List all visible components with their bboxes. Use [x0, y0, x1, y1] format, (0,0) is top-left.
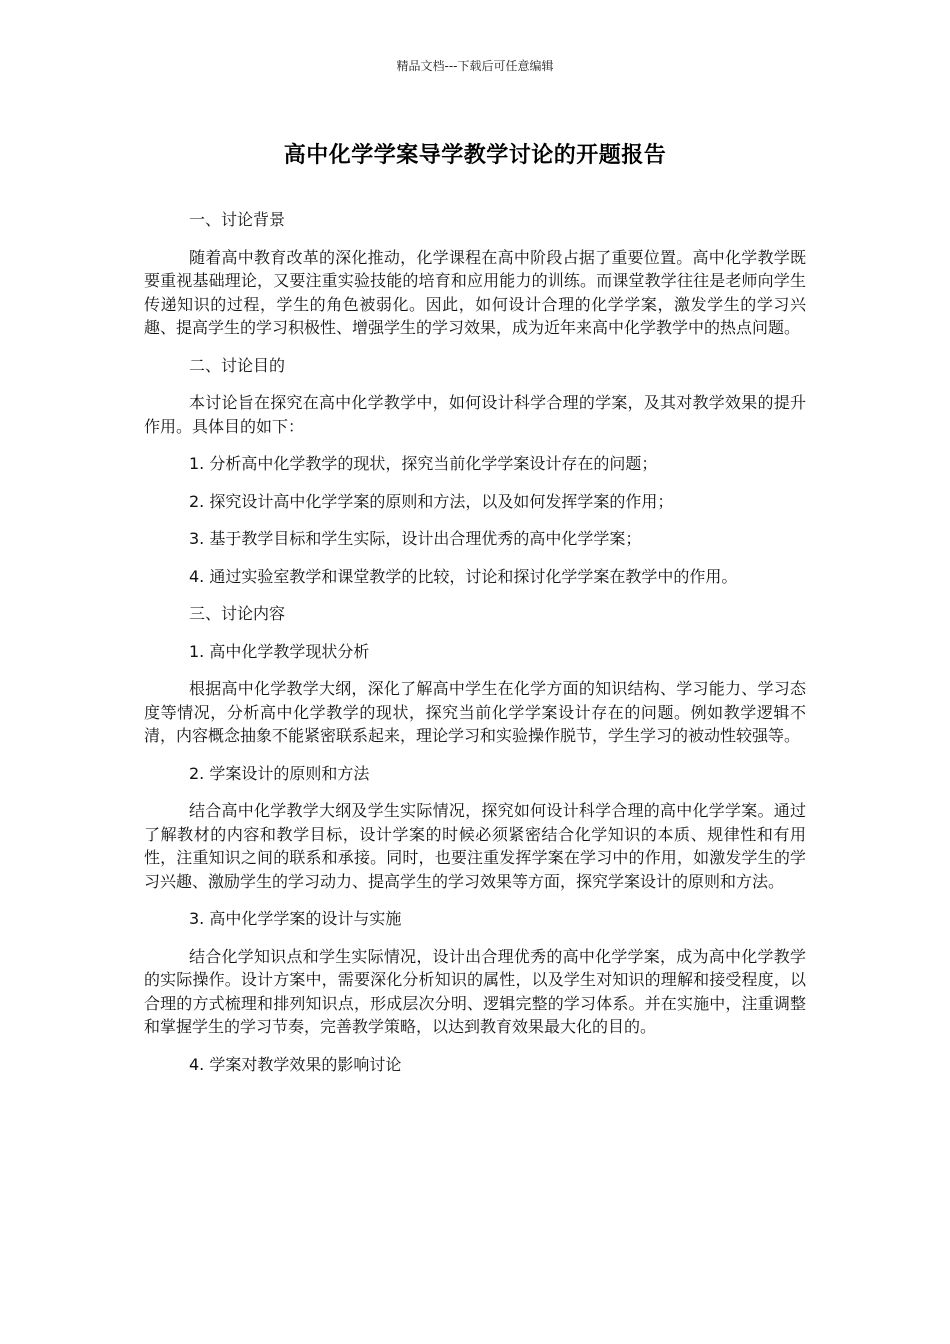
- purpose-item-3: 3. 基于教学目标和学生实际，设计出合理优秀的高中化学学案；: [189, 529, 642, 548]
- section-heading-background: 一、讨论背景: [189, 210, 286, 229]
- paragraph-purpose: 本讨论旨在探究在高中化学教学中，如何设计科学合理的学案，及其对教学效果的提升作用。具体目的如下：: [144, 393, 806, 436]
- section-heading-content: 三、讨论内容: [189, 604, 286, 623]
- subheading-design-implementation: 3. 高中化学学案的设计与实施: [189, 909, 402, 928]
- subheading-design-principles: 2. 学案设计的原则和方法: [189, 763, 370, 783]
- document-body: [144, 208, 806, 1090]
- header-note: 精品文档---下载后可任意编辑: [396, 59, 554, 73]
- subheading-status-analysis: 1. 高中化学教学现状分析: [189, 641, 370, 661]
- document-title: 高中化学学案导学教学讨论的开题报告: [283, 143, 667, 168]
- purpose-item-1: 1. 分析高中化学教学的现状，探究当前化学学案设计存在的问题；: [189, 454, 658, 473]
- purpose-item-2: 2. 探究设计高中化学学案的原则和方法，以及如何发挥学案的作用；: [189, 491, 674, 511]
- paragraph-status-analysis: 根据高中化学教学大纲，深化了解高中学生在化学方面的知识结构、学习能力、学习态度等情况，分析高中化学教学的现状，探究当前化学学案设计存在的问题。例如教学逻辑不清，内容概念抽象不能紧密联系起来，理论学习和实验操作脱节，学生学习的被动性较强等。: [144, 679, 806, 745]
- paragraph-background: 随着高中教育改革的深化推动，化学课程在高中阶段占据了重要位置。高中化学教学既要重视基础理论，又要注重实验技能的培育和应用能力的训练。而课堂教学往往是老师向学生传递知识的过程，学生的角色被弱化。因此，如何设计合理的化学学案，激发学生的学习兴趣、提高学生的学习积极性、增强学生的学习效果，成为近年来高中化学教学中的热点问题。: [144, 247, 806, 337]
- purpose-item-4: 4. 通过实验室教学和课堂教学的比较，讨论和探讨化学学案在教学中的作用。: [189, 566, 738, 586]
- paragraph-design-implementation: 结合化学知识点和学生实际情况，设计出合理优秀的高中化学学案，成为高中化学教学的实际操作。设计方案中，需要深化分析知识的属性，以及学生对知识的理解和接受程度，以合理的方式梳理和排列知识点，形成层次分明、逻辑完整的学习体系。并在实施中，注重调整和掌握学生的学习节奏，完善教学策略，以达到教育效果最大化的目的。: [144, 946, 806, 1036]
- paragraph-design-principles: 结合高中化学教学大纲及学生实际情况，探究如何设计科学合理的高中化学学案。通过了解教材的内容和教学目标，设计学案的时候必须紧密结合化学知识的本质、规律性和有用性，注重知识之间的联系和承接。同时，也要注重发挥学案在学习中的作用，如激发学生的学习兴趣、激励学生的学习动力、提高学生的学习效果等方面，探究学案设计的原则和方法。: [144, 801, 806, 891]
- section-heading-purpose: 二、讨论目的: [189, 355, 286, 375]
- subheading-effect-discussion: 4. 学案对教学效果的影响讨论: [189, 1054, 402, 1074]
